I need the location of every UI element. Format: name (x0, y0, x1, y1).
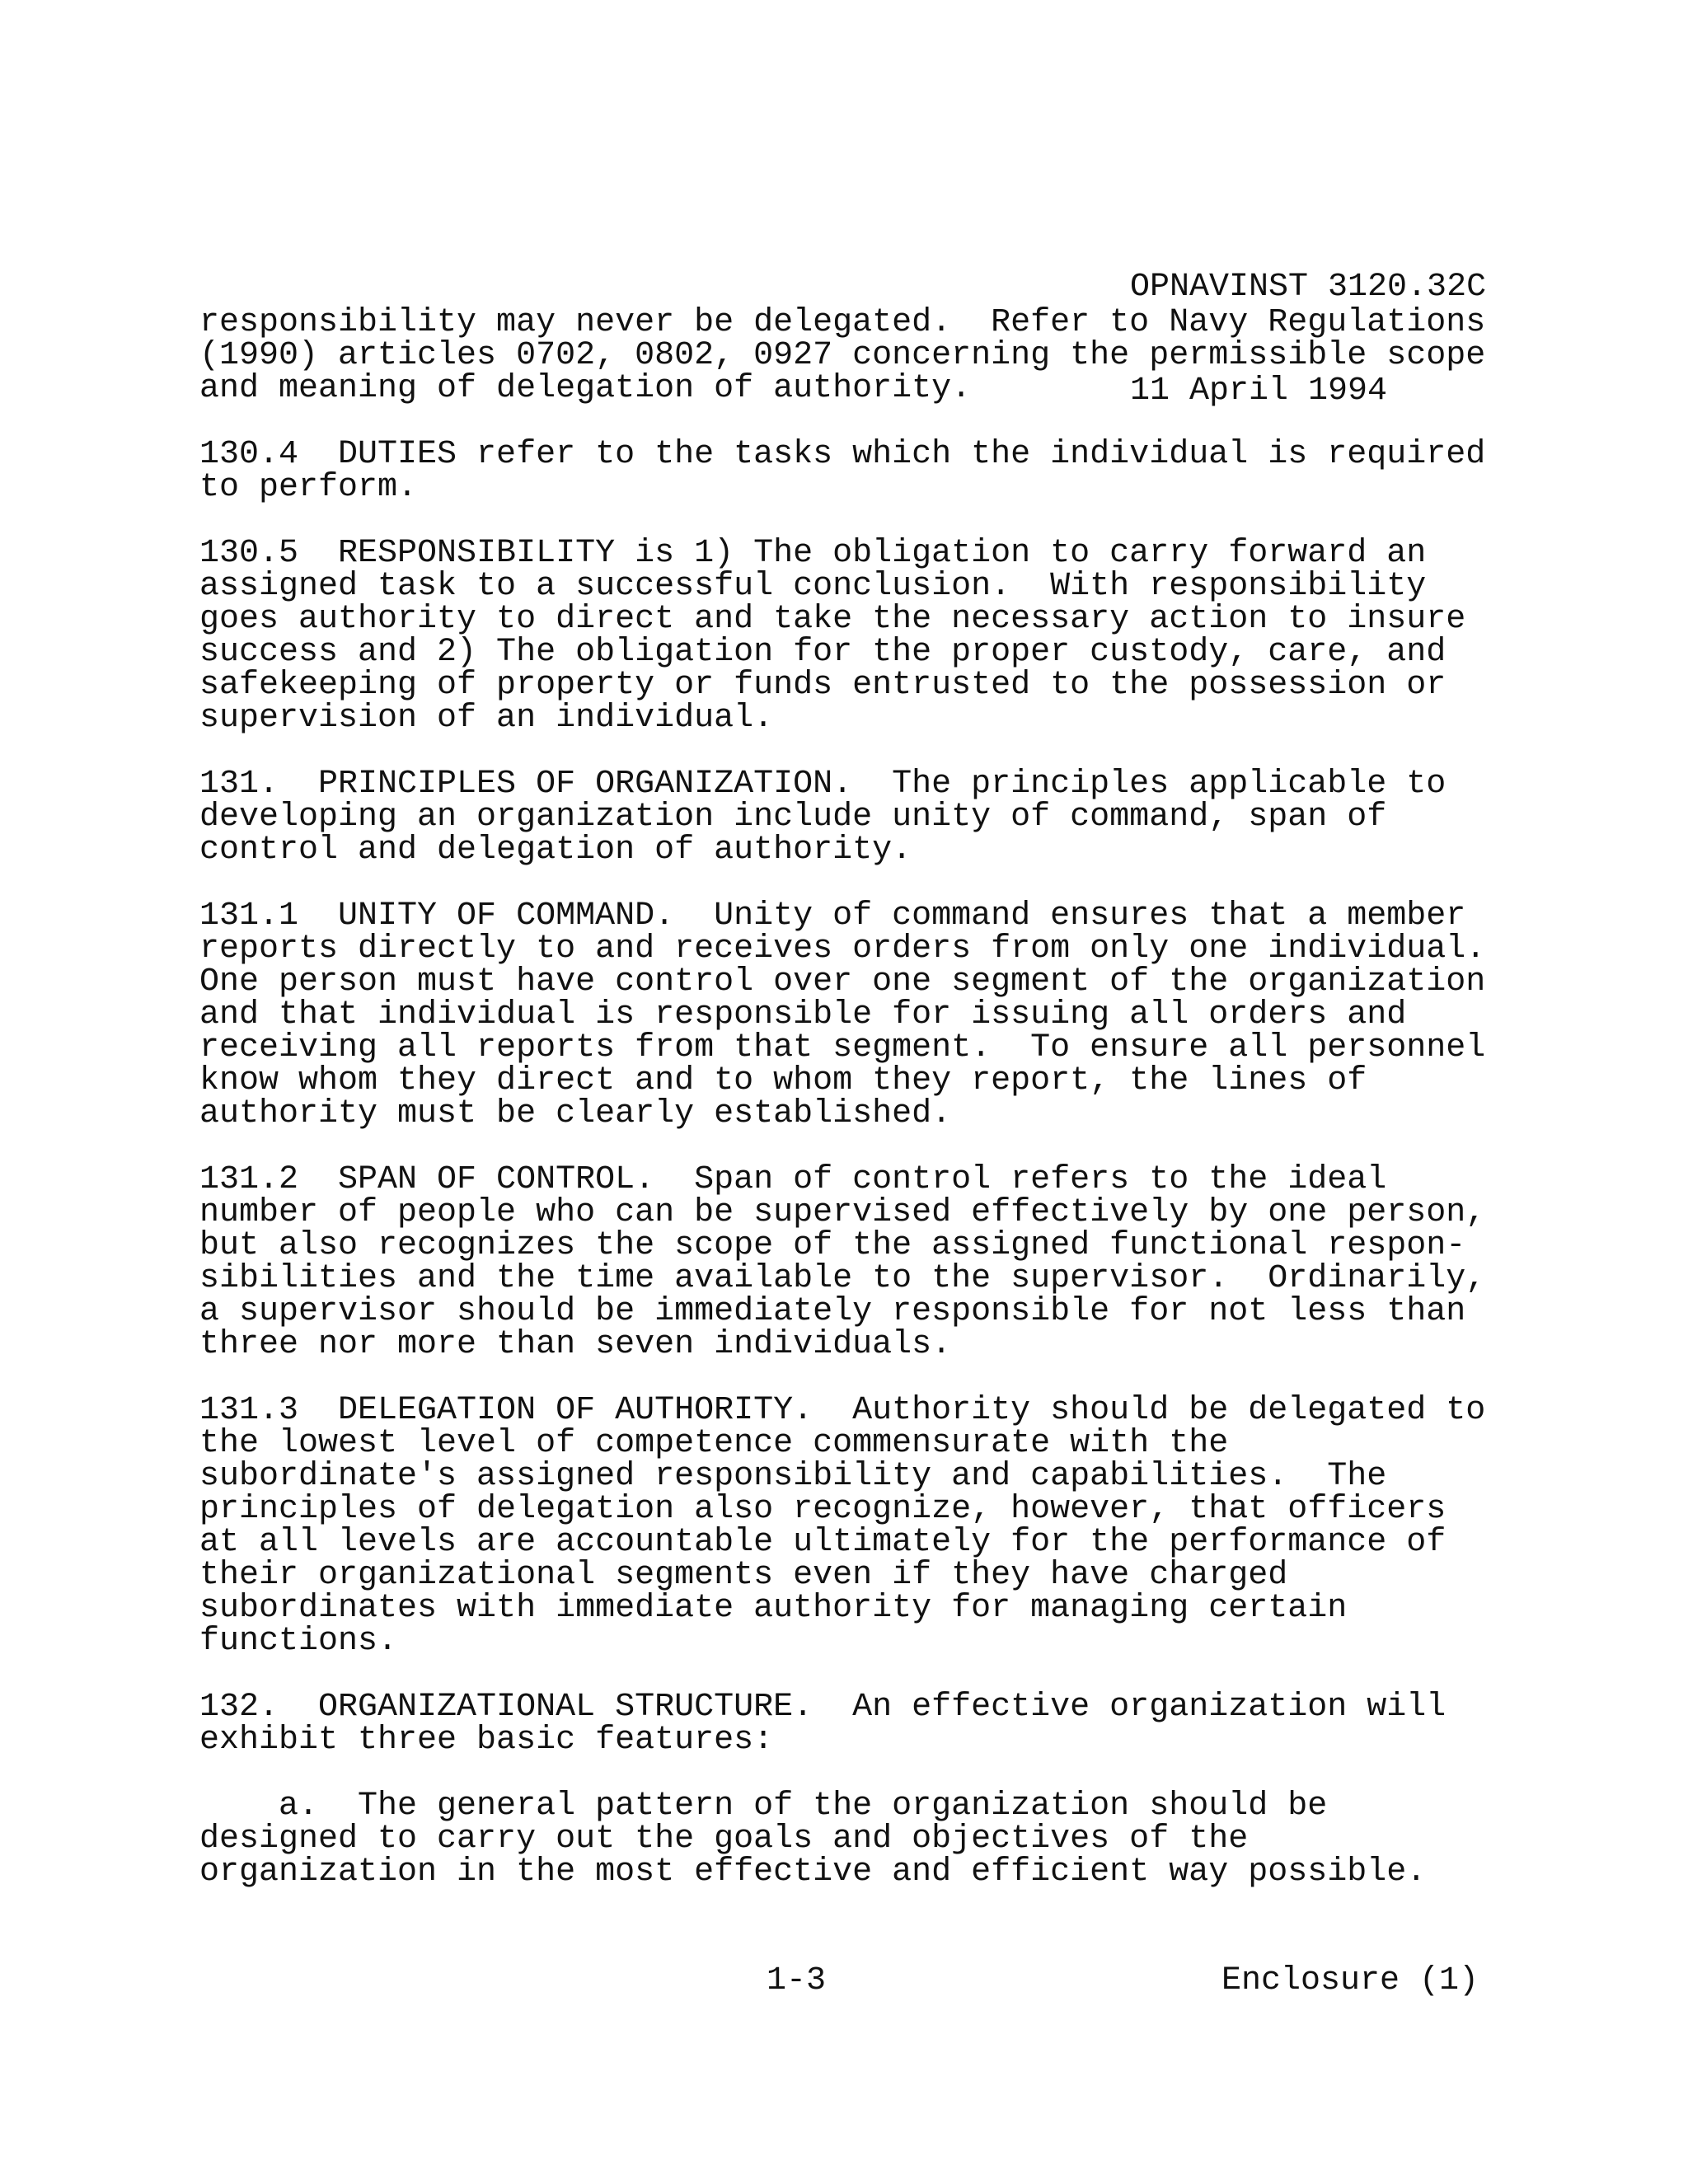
paragraph-130-5-responsibility: 130.5 RESPONSIBILITY is 1) The obligation to carry forward an assigned task to a successful conclusion. With responsibility goes authority to direct and take the necessary action to insure success and 2) The obligation for the proper custody, care, and safekeeping of property or funds entrusted to the possession or supervision of an individual. (199, 535, 1466, 737)
document-body (199, 304, 1518, 1922)
paragraph-132-structure: 132. ORGANIZATIONAL STRUCTURE. An effective organization will exhibit three basic features: (199, 1689, 1447, 1759)
page-number: 1-3 (767, 1962, 827, 1999)
paragraph-131-2-span-of-control: 131.2 SPAN OF CONTROL. Span of control refers to the ideal number of people who can be supervised effectively by one person, but also recognizes the scope of the assigned functional respon- sibilities and the time available to the supervisor. Ordinarily, a supervisor should be immediately responsible for not less than three nor more than seven individuals. (199, 1161, 1486, 1363)
paragraph-131-1-unity-of-command: 131.1 UNITY OF COMMAND. Unity of command ensures that a member reports directly to and receives orders from only one individual. One person must have control over one segment of the organization and that individual is responsible for issuing all orders and receiving all reports from that segment. To ensure all personnel know whom they direct and to whom they report, the lines of authority must be clearly established. (199, 898, 1486, 1132)
paragraph-delegation-continued: responsibility may never be delegated. Refer to Navy Regulations (1990) articles 0702, 0802, 0927 concerning the permissible scope and meaning of delegation of authority. (199, 304, 1486, 407)
paragraph-131-3-delegation: 131.3 DELEGATION OF AUTHORITY. Authority should be delegated to the lowest level of competence commensurate with the subordinate's assigned responsibility and capabilities. The principles of delegation also recognize, however, that officers at all levels are accountable ultimately for the performance of their organizational segments even if they have charged subordinates with immediate authority for managing certain functions. (199, 1392, 1486, 1660)
enclosure-label: Enclosure (1) (1221, 1962, 1479, 1999)
paragraph-132-a: a. The general pattern of the organization should be designed to carry out the goals and objectives of the organization in the most effective and efficient way possible. (199, 1788, 1427, 1891)
doc-id: OPNAVINST 3120.32C (1130, 269, 1487, 306)
doc-date: 11 April 1994 (1130, 373, 1388, 410)
paragraph-130-4-duties: 130.4 DUTIES refer to the tasks which the individual is required to perform. (199, 436, 1486, 506)
document-footer (0, 1962, 1688, 2003)
paragraph-131-principles: 131. PRINCIPLES OF ORGANIZATION. The principles applicable to developing an organization include unity of command, span of control and delegation of authority. (199, 766, 1447, 869)
